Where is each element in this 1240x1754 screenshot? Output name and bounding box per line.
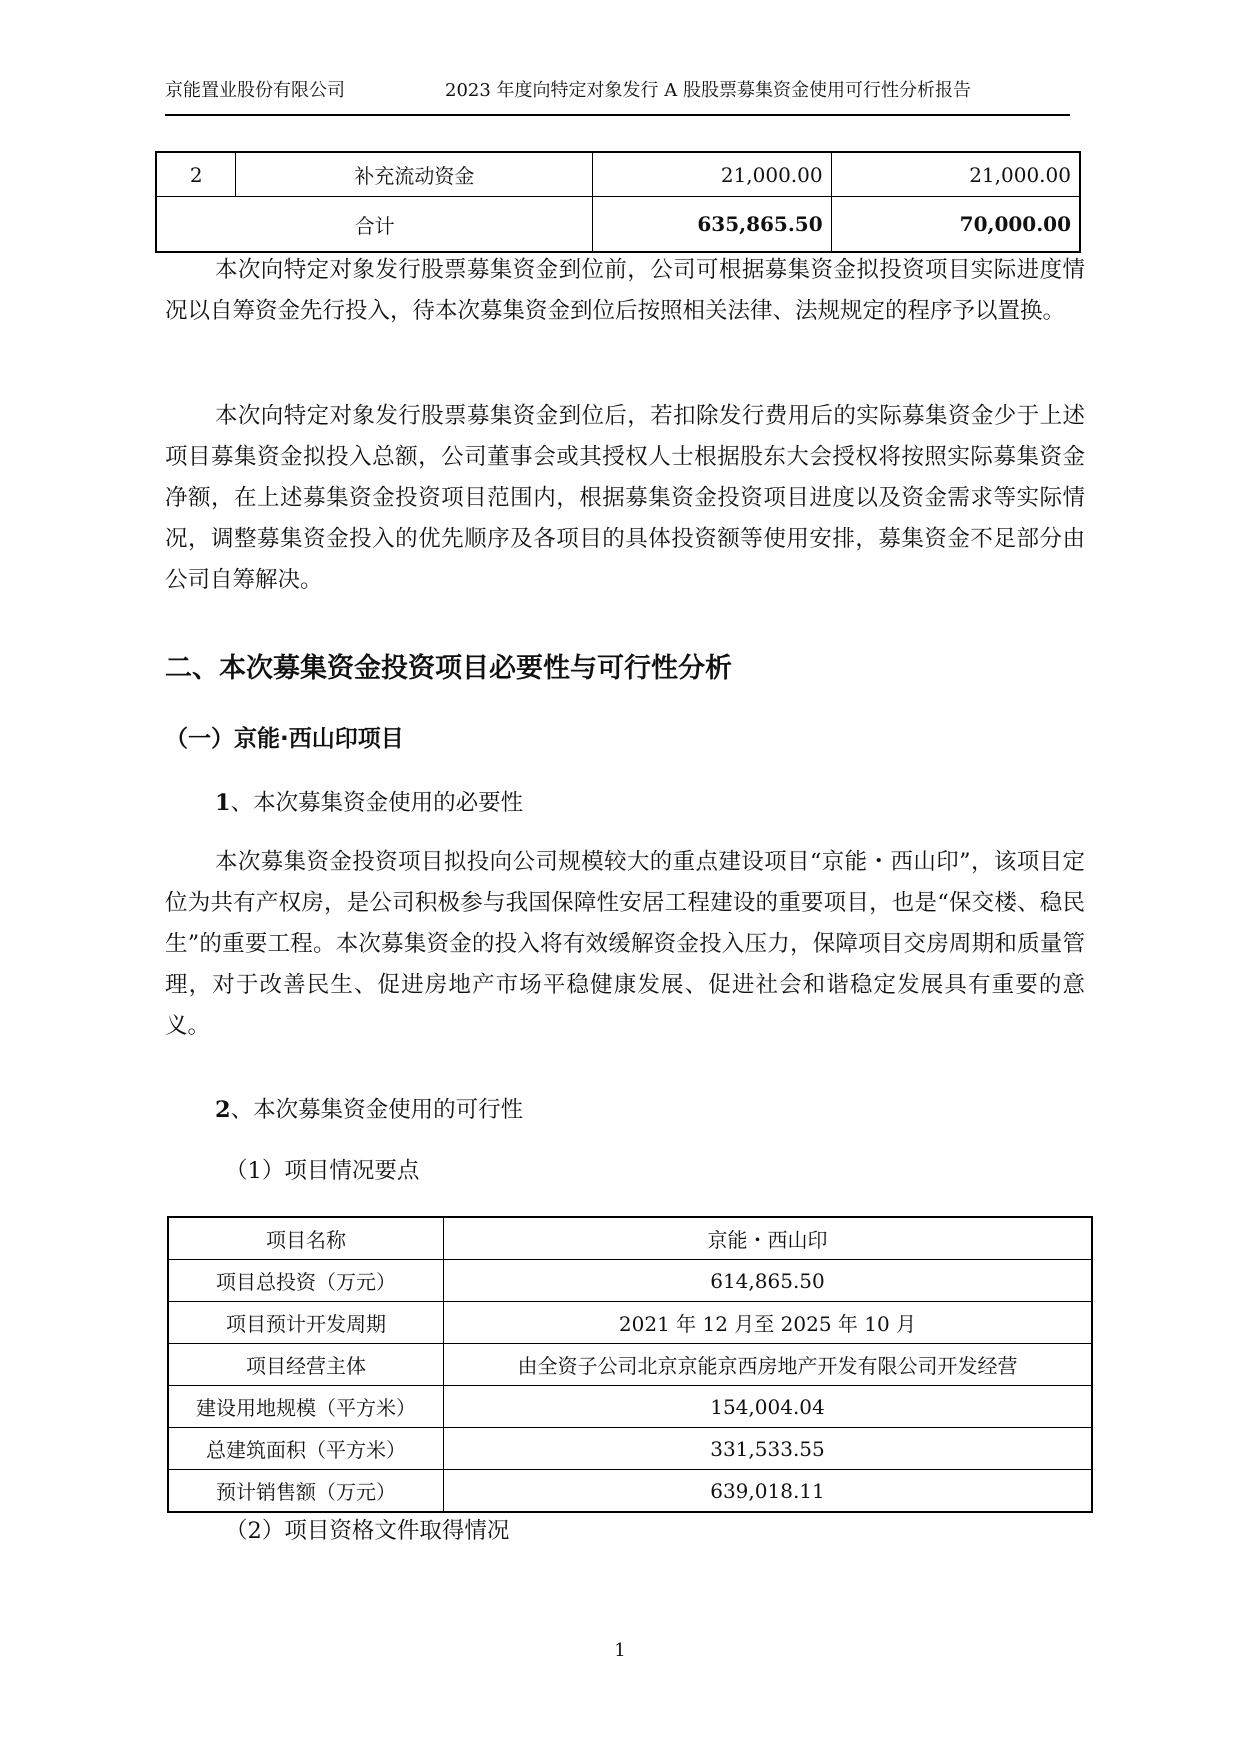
- row-key: 建设用地规模（平方米）: [168, 1386, 444, 1428]
- row-key: 预计销售额（万元）: [168, 1470, 444, 1513]
- total-label: 合计: [156, 197, 593, 253]
- row-number: 2: [156, 152, 236, 197]
- row-value: 154,004.04: [444, 1386, 1093, 1428]
- total-investment-sum: 635,865.50: [593, 197, 831, 253]
- table-row: [156, 152, 1080, 197]
- row-value: 由全资子公司北京京能京西房地产开发有限公司开发经营: [444, 1344, 1093, 1386]
- table-row: [168, 1428, 1092, 1470]
- table-row: [168, 1470, 1092, 1513]
- row-key: 总建筑面积（平方米）: [168, 1428, 444, 1470]
- page-header: [165, 70, 1070, 116]
- item-text: 、本次募集资金使用的必要性: [230, 790, 524, 816]
- row-value: 京能・西山印: [444, 1217, 1093, 1260]
- project-overview-table: [167, 1216, 1093, 1513]
- paragraph-shortfall: 本次向特定对象发行股票募集资金到位后，若扣除发行费用后的实际募集资金少于上述项目募集资金拟投入总额，公司董事会或其授权人士根据股东大会授权将按照实际募集资金净额，在上述募集资金投资项目范围内，根据募集资金投资项目进度以及资金需求等实际情况，调整募集资金投入的优先顺序及各项目的具体投资额等使用安排，募集资金不足部分由公司自筹解决。: [165, 403, 1085, 593]
- row-key: 项目预计开发周期: [168, 1302, 444, 1344]
- row-value: 2021 年 12 月至 2025 年 10 月: [444, 1302, 1093, 1344]
- paragraph-pre-funding: 本次向特定对象发行股票募集资金到位前，公司可根据募集资金拟投资项目实际进度情况以自筹资金先行投入，待本次募集资金到位后按照相关法律、法规规定的程序予以置换。: [165, 257, 1085, 324]
- row-total-investment: 21,000.00: [593, 152, 831, 197]
- header-company: 京能置业股份有限公司: [165, 80, 345, 101]
- point-heading-qualifications: （2）项目资格文件取得情况: [225, 1518, 510, 1544]
- table-row: [168, 1386, 1092, 1428]
- point-heading-overview: （1）项目情况要点: [225, 1158, 420, 1184]
- section-heading: 二、本次募集资金投资项目必要性与可行性分析: [165, 653, 732, 684]
- fund-allocation-table: [155, 151, 1081, 253]
- table-row: [168, 1217, 1092, 1260]
- raised-funds-sum: 70,000.00: [831, 197, 1080, 253]
- item-number: 2: [215, 1097, 231, 1123]
- table-row: [168, 1260, 1092, 1302]
- row-key: 项目总投资（万元）: [168, 1260, 444, 1302]
- page-number: 1: [614, 1640, 626, 1661]
- paragraph-necessity: 本次募集资金投资项目拟投向公司规模较大的重点建设项目“京能・西山印”，该项目定位为共有产权房，是公司积极参与我国保障性安居工程建设的重要项目，也是“保交楼、稳民生”的重要工程。本次募集资金的投入将有效缓解资金投入压力，保障项目交房周期和质量管理，对于改善民生、促进房地产市场平稳健康发展、促进社会和谐稳定发展具有重要的意义。: [165, 849, 1085, 1039]
- row-value: 639,018.11: [444, 1470, 1093, 1513]
- row-value: 331,533.55: [444, 1428, 1093, 1470]
- table-row: [168, 1344, 1092, 1386]
- header-report-title: 2023 年度向特定对象发行 A 股股票募集资金使用可行性分析报告: [445, 80, 971, 101]
- subsection-heading: （一）京能·西山印项目: [165, 726, 404, 752]
- row-key: 项目经营主体: [168, 1344, 444, 1386]
- item-number: 1: [215, 790, 231, 816]
- item-heading-necessity: [215, 785, 523, 817]
- table-total-row: [156, 197, 1080, 253]
- table-row: [168, 1302, 1092, 1344]
- item-text: 、本次募集资金使用的可行性: [230, 1097, 524, 1123]
- row-value: 614,865.50: [444, 1260, 1093, 1302]
- row-project-name: 补充流动资金: [236, 152, 593, 197]
- row-key: 项目名称: [168, 1217, 444, 1260]
- row-raised-funds: 21,000.00: [831, 152, 1080, 197]
- item-heading-feasibility: [215, 1092, 523, 1124]
